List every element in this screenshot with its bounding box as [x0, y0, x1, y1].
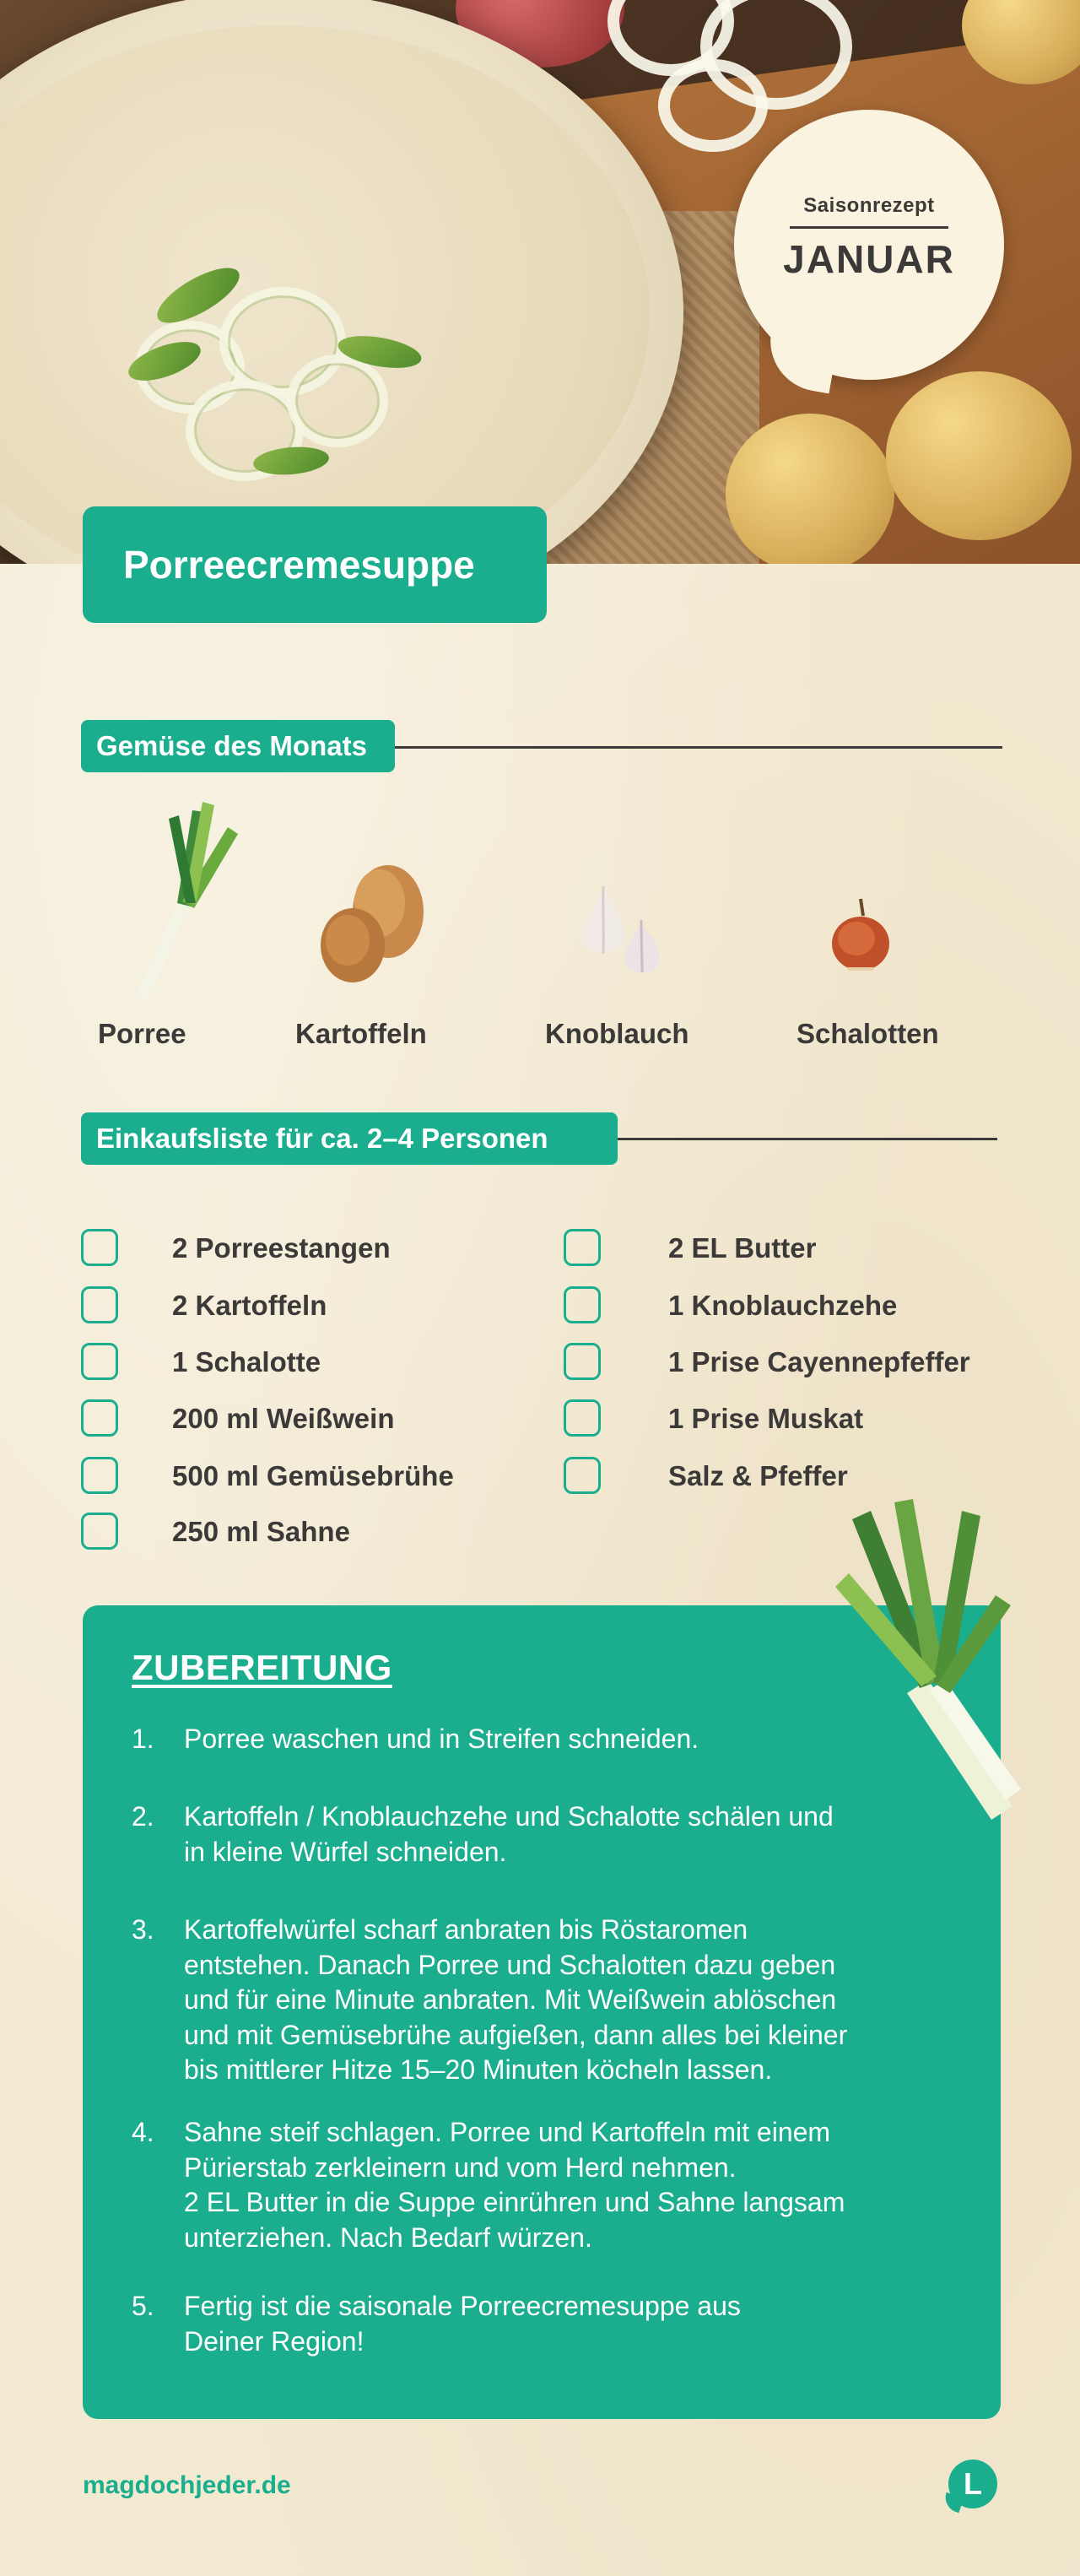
step-text: Porree waschen und in Streifen schneiden. — [184, 1724, 699, 1754]
shopping-item[interactable] — [81, 1343, 503, 1382]
step-number: 2. — [132, 1801, 154, 1832]
potato-photo — [886, 371, 1072, 540]
shopping-item-label: 1 Schalotte — [172, 1346, 321, 1377]
leek-ring-photo — [287, 354, 388, 447]
shopping-item-label: 1 Prise Cayennepfeffer — [668, 1346, 970, 1377]
footer-website-link[interactable]: magdochjeder.de — [83, 2471, 291, 2499]
preparation-heading: ZUBEREITUNG — [132, 1648, 392, 1687]
vegetable-label-garlic: Knoblauch — [545, 1018, 689, 1049]
leek-decoration-icon — [818, 1486, 1055, 1840]
step-number: 5. — [132, 2291, 154, 2321]
shopping-heading-rule — [618, 1138, 997, 1140]
vegetable-label-leek: Porree — [98, 1018, 186, 1049]
leek-icon — [101, 793, 253, 1004]
checkbox[interactable] — [564, 1343, 601, 1380]
step-text: Sahne steif schlagen. Porree und Kartoffeln mit einem Pürierstab zerkleinern und vom Herd nehmen. 2 EL Butter in die Suppe einrühren und Sahne langsam unterziehen. Nach Bedarf würzen. — [184, 2117, 845, 2253]
potato-icon — [312, 861, 430, 988]
checkbox[interactable] — [564, 1229, 601, 1266]
shopping-item[interactable] — [564, 1286, 1002, 1325]
shallot-icon — [823, 895, 899, 979]
shopping-item[interactable] — [81, 1457, 503, 1496]
shopping-item[interactable] — [81, 1229, 503, 1268]
step-text: Kartoffelwürfel scharf anbraten bis Röstaromen entstehen. Danach Porree und Schalotten dazu geben und für eine Minute anbraten. Mit Weißwein ablöschen und mit Gemüsebrühe aufgießen, dann alles bei kleiner bis mittlerer Hitze 15–20 Minuten köcheln lassen. — [184, 1914, 848, 2085]
badge-subtitle: Saisonrezept — [803, 194, 935, 217]
vegetables-heading: Gemüse des Monats — [81, 720, 395, 772]
shopping-item-label: 1 Prise Muskat — [668, 1403, 864, 1434]
step-text: Fertig ist die saisonale Porreecremesuppe aus Deiner Region! — [184, 2291, 741, 2357]
step-number: 1. — [132, 1724, 154, 1754]
shopping-item[interactable] — [564, 1343, 1002, 1382]
month-badge — [734, 110, 1004, 380]
potato-photo — [726, 414, 894, 564]
step-number: 4. — [132, 2117, 154, 2147]
checkbox[interactable] — [81, 1457, 118, 1494]
shopping-item-label: 2 Kartoffeln — [172, 1290, 327, 1321]
checkbox[interactable] — [81, 1399, 118, 1437]
badge-divider — [790, 226, 948, 229]
garlic-icon — [565, 878, 675, 988]
shopping-item-label: 2 EL Butter — [668, 1232, 817, 1264]
shopping-item-label: 500 ml Gemüsebrühe — [172, 1460, 454, 1491]
checkbox[interactable] — [81, 1343, 118, 1380]
shopping-item[interactable] — [81, 1286, 503, 1325]
shopping-item-label: Salz & Pfeffer — [668, 1460, 848, 1491]
leek-ring-photo — [658, 59, 768, 152]
shopping-item[interactable] — [81, 1513, 503, 1551]
checkbox[interactable] — [81, 1286, 118, 1323]
shopping-item[interactable] — [564, 1399, 1002, 1438]
shopping-heading: Einkaufsliste für ca. 2–4 Personen — [81, 1112, 618, 1165]
checkbox[interactable] — [81, 1513, 118, 1550]
checkbox[interactable] — [564, 1457, 601, 1494]
vegetable-label-potato: Kartoffeln — [295, 1018, 427, 1049]
shopping-item-label: 200 ml Weißwein — [172, 1403, 395, 1434]
shopping-item-label: 250 ml Sahne — [172, 1516, 350, 1547]
hero-soup-photo — [0, 0, 1080, 564]
checkbox[interactable] — [81, 1229, 118, 1266]
badge-month: JANUAR — [783, 237, 955, 281]
step-number: 3. — [132, 1914, 154, 1945]
recipe-title: Porreecremesuppe — [83, 506, 547, 623]
shopping-item[interactable] — [81, 1399, 503, 1438]
step-text: Kartoffeln / Knoblauchzehe und Schalotte schälen und in kleine Würfel schneiden. — [184, 1801, 834, 1867]
shopping-item-label: 1 Knoblauchzehe — [668, 1290, 898, 1321]
checkbox[interactable] — [564, 1286, 601, 1323]
vegetables-heading-rule — [395, 746, 1002, 749]
vegetable-label-shallot: Schalotten — [796, 1018, 939, 1049]
shopping-item[interactable] — [564, 1229, 1002, 1268]
checkbox[interactable] — [564, 1399, 601, 1437]
brand-logo: L — [948, 2460, 997, 2508]
shopping-item-label: 2 Porreestangen — [172, 1232, 391, 1264]
